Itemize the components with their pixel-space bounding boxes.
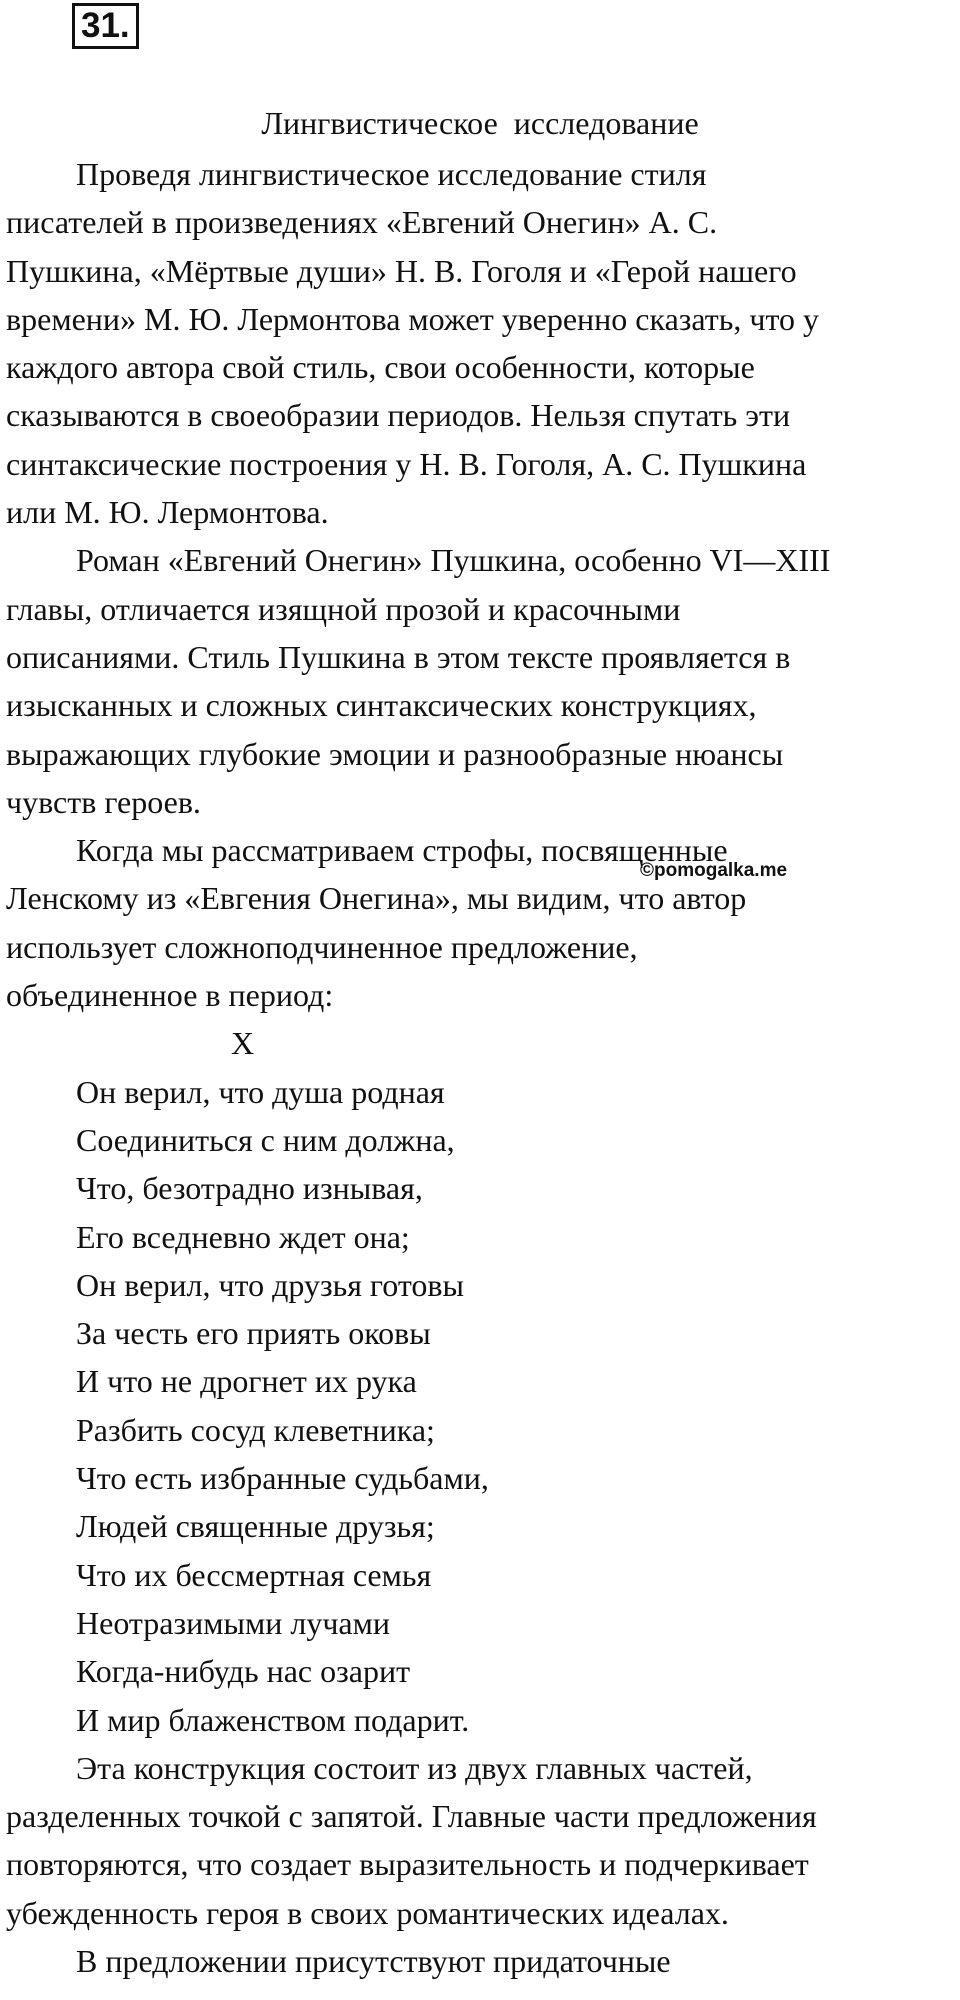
paragraph-2-line: главы, отличается изящной прозой и красочными <box>6 590 681 627</box>
paragraph-1-line: писателей в произведениях «Евгений Онегин» А. С. <box>6 204 718 241</box>
paragraph-2-line: изысканных и сложных синтаксических конструкциях, <box>6 687 757 724</box>
paragraph-3-line: объединенное в период: <box>6 977 334 1014</box>
verse-line: Он верил, что душа родная <box>76 1073 445 1110</box>
verse-line: И мир блаженством подарит. <box>76 1701 470 1738</box>
paragraph-1-line: времени» М. Ю. Лермонтова может уверенно сказать, что у <box>6 300 820 337</box>
verse-line: Соединиться с ним должна, <box>76 1121 455 1158</box>
verse-line: Людей священные друзья; <box>76 1508 435 1545</box>
paragraph-2-line: описаниями. Стиль Пушкина в этом тексте проявляется в <box>6 638 791 675</box>
paragraph-1-line: сказываются в своеобразии периодов. Нельзя спутать эти <box>6 397 791 434</box>
verse-line: Когда-нибудь нас озарит <box>76 1653 411 1690</box>
paragraph-4-line: повторяются, что создает выразительность и подчеркивает <box>6 1846 809 1883</box>
verse-line: Что есть избранные судьбами, <box>76 1460 489 1497</box>
paragraph-4-line: Эта конструкция состоит из двух главных частей, <box>76 1749 753 1786</box>
verse-line: Его вседневно ждет она; <box>76 1218 410 1255</box>
paragraph-5-line: В предложении присутствуют придаточные <box>76 1942 671 1979</box>
verse-line: Неотразимыми лучами <box>76 1604 390 1641</box>
paragraph-3-line: использует сложноподчиненное предложение, <box>6 928 638 965</box>
paragraph-4-line: убежденность героя в своих романтических идеалах. <box>6 1894 729 1931</box>
paragraph-1-line: Проведя лингвистическое исследование стиля <box>76 156 707 192</box>
paragraph-1-line: Пушкина, «Мёртвые души» Н. В. Гоголя и «Герой нашего <box>6 252 797 289</box>
essay-title: Лингвистическое исследование <box>261 105 699 141</box>
essay-body <box>6 150 956 1985</box>
verse-line: И что не дрогнет их рука <box>76 1363 417 1400</box>
paragraph-3-line: Ленскому из «Евгения Онегина», мы видим, что автор <box>6 880 747 917</box>
verse-line: Разбить сосуд клеветника; <box>76 1411 435 1448</box>
paragraph-1-line: или М. Ю. Лермонтова. <box>6 494 329 531</box>
site-watermark: ©pomogalka.me <box>640 860 788 881</box>
verse-line: Что их бессмертная семья <box>76 1556 432 1593</box>
task-number-box: 31. <box>72 3 139 49</box>
paragraph-2-line: чувств героев. <box>6 783 201 820</box>
paragraph-2-line: выражающих глубокие эмоции и разнообразные нюансы <box>6 735 784 772</box>
verse-line: За честь его приять оковы <box>76 1315 431 1352</box>
paragraph-1-line: синтаксические построения у Н. В. Гоголя, А. С. Пушкина <box>6 445 807 482</box>
paragraph-1-line: каждого автора свой стиль, свои особенности, которые <box>6 349 755 386</box>
stanza-number: X <box>231 1025 255 1062</box>
verse-line: Он верил, что друзья готовы <box>76 1266 464 1303</box>
paragraph-3-line: Когда мы рассматриваем строфы, посвященные <box>76 832 728 869</box>
paragraph-4-line: разделенных точкой с запятой. Главные части предложения <box>6 1798 817 1835</box>
paragraph-2-line: Роман «Евгений Онегин» Пушкина, особенно VI—XIII <box>76 542 831 579</box>
verse-line: Что, безотрадно изнывая, <box>76 1170 423 1207</box>
